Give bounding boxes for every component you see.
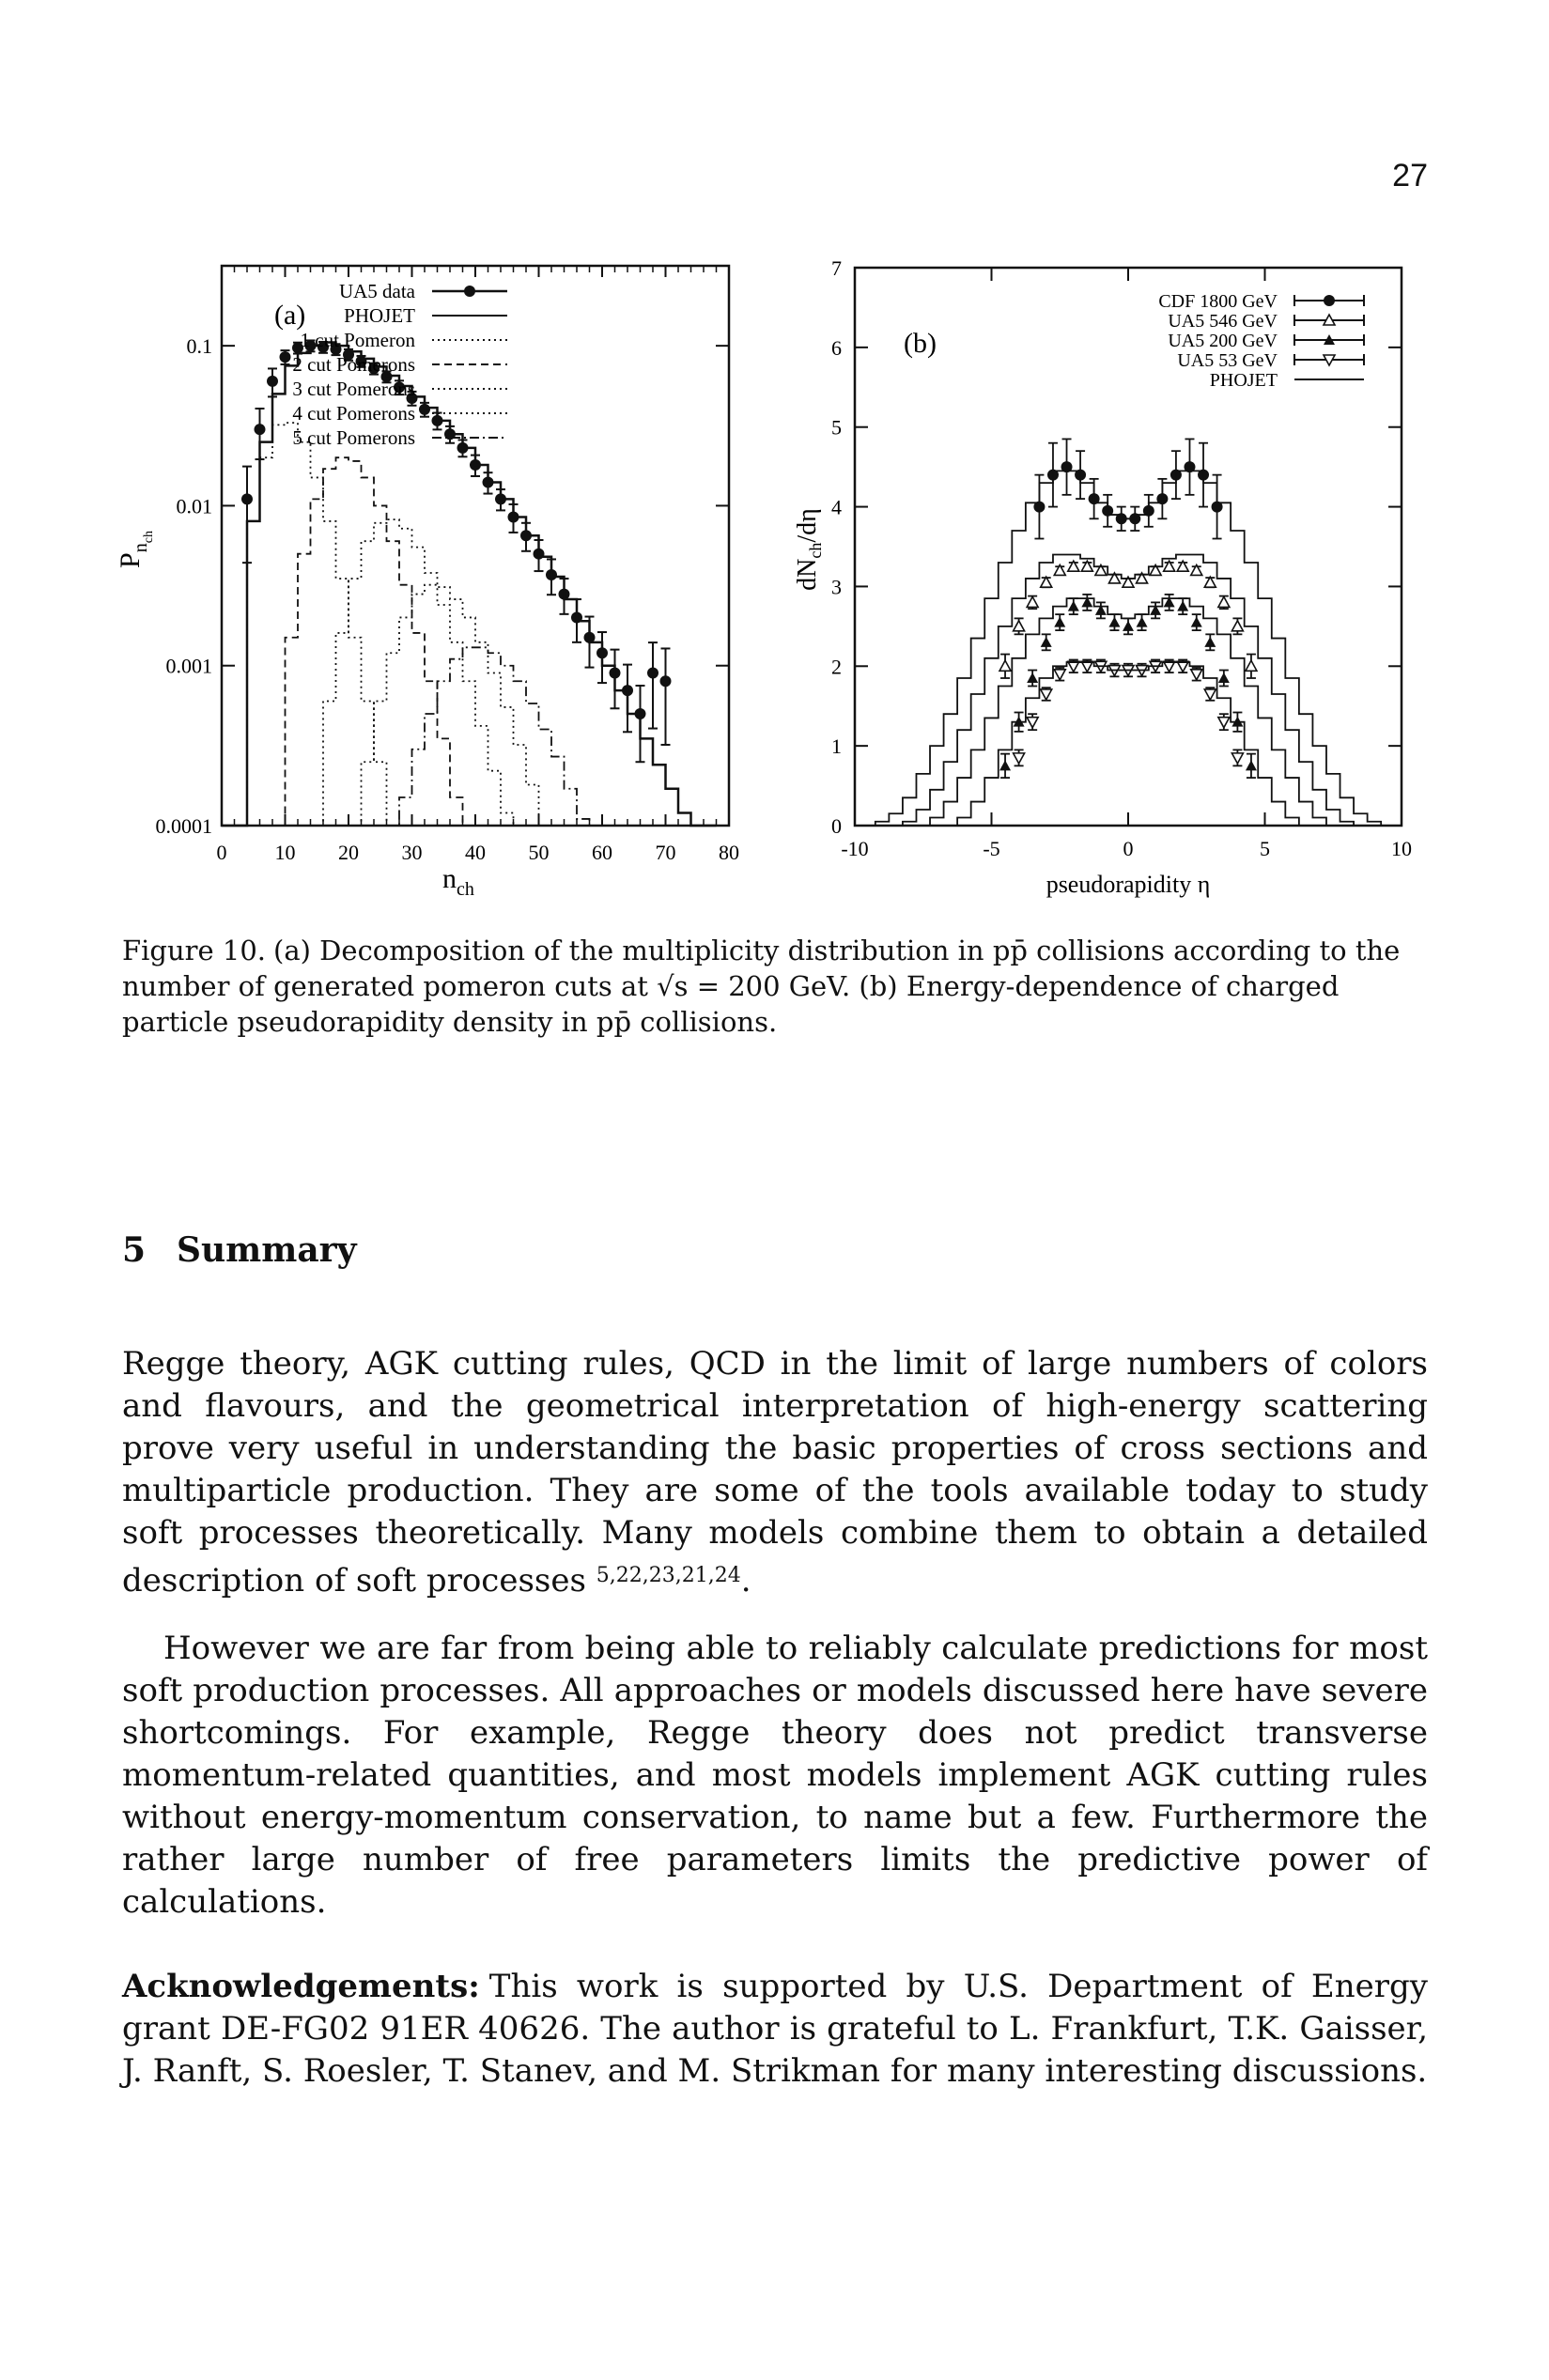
x-axis-label-a: $n_{ch}$ — [442, 863, 474, 900]
y-tick-label-b: 2 — [831, 655, 842, 679]
data-point — [280, 351, 291, 363]
legend-label-a: 2 cut Pomerons — [292, 353, 415, 376]
marker-filled-triangle — [1123, 621, 1134, 631]
y-axis-label-b: $dN_{ch}/d\eta$ — [793, 508, 825, 591]
y-tick-label-a: 0.1 — [186, 334, 212, 359]
marker-open-triangle-down — [1041, 689, 1052, 700]
legend-label-a: 3 cut Pomerons — [292, 378, 415, 400]
y-tick-label-a: 0.001 — [165, 654, 212, 678]
x-tick-label-b: 10 — [1391, 837, 1412, 860]
legend-label-a: UA5 data — [338, 280, 415, 302]
page-number: 27 — [1392, 158, 1428, 193]
marker-open-triangle-down — [1054, 670, 1065, 680]
marker-open-triangle-down — [1191, 670, 1202, 680]
panel-label-b: (b) — [904, 328, 937, 359]
panel-label-a: (a) — [274, 300, 306, 331]
x-tick-label-b: -5 — [983, 837, 1000, 860]
data-point — [647, 668, 658, 679]
marker-filled-triangle — [1068, 601, 1079, 611]
y-tick-label-a: 0.0001 — [155, 814, 212, 838]
x-tick-label-a: 70 — [655, 841, 676, 864]
marker-open-triangle-down — [1027, 718, 1038, 728]
legend-label-b: PHOJET — [1209, 370, 1278, 391]
x-tick-label-a: 30 — [401, 841, 423, 864]
marker-open-triangle — [1246, 660, 1257, 671]
marker-open-triangle — [999, 660, 1011, 671]
legend-label-a: 1 cut Pomeron — [300, 329, 415, 351]
marker-filled-triangle — [1177, 601, 1188, 611]
x-axis-label-b: pseudorapidity η — [1046, 871, 1211, 898]
marker-filled-triangle — [1054, 617, 1065, 627]
y-tick-label-b: 3 — [831, 575, 842, 599]
x-tick-label-a: 50 — [528, 841, 550, 864]
y-tick-label-b: 7 — [831, 256, 842, 280]
x-tick-label-a: 40 — [465, 841, 486, 864]
marker-filled-triangle — [1041, 637, 1052, 647]
legend-label-a: 5 cut Pomerons — [292, 426, 415, 449]
marker-circle — [1324, 295, 1335, 306]
marker-filled-triangle — [1191, 617, 1202, 627]
paragraph-1 — [122, 1343, 1428, 1602]
x-tick-label-a: 20 — [338, 841, 359, 864]
legend-label-b: UA5 546 GeV — [1168, 311, 1278, 332]
section-number: 5 — [122, 1230, 147, 1270]
marker-open-triangle — [1027, 596, 1038, 607]
y-tick-label-b: 6 — [831, 335, 842, 360]
marker-filled-triangle — [1027, 672, 1038, 683]
marker-filled-triangle — [1218, 672, 1230, 683]
caption-label: Figure 10. — [122, 935, 267, 966]
x-tick-label-b: -10 — [841, 837, 869, 860]
x-tick-label-b: 0 — [1123, 837, 1134, 860]
figure-a-multiplicity-chart — [103, 249, 751, 916]
legend-marker — [464, 286, 475, 297]
y-axis-label-a: $P_{nch}$ — [115, 531, 156, 568]
data-point — [660, 675, 672, 687]
series-line-5-cut-pomerons — [387, 647, 666, 826]
marker-open-triangle — [1231, 621, 1243, 631]
y-tick-label-b: 0 — [831, 814, 842, 838]
acknowledgements-text: This work is supported by U.S. Department of Energy grant DE-FG02 91ER 40626. The author is grateful to L. Frankfurt, T.K. Gaisser, J. Ranft, S. Roesler, T. Stanev, and M. Strikman for many interesting discussions. — [122, 1968, 1428, 2090]
y-tick-label-b: 4 — [831, 495, 842, 519]
marker-open-triangle-down — [1014, 753, 1025, 764]
data-point — [267, 376, 278, 387]
paragraph-2: However we are far from being able to reliably calculate predictions for most soft production processes. All approaches or models discussed here have severe shortcomings. For example, Regge theory does not predict transverse momentum-related quantities, and most models implement AGK cutting rules without energy-momentum conservation, to name but a few. Furthermore the rather large number of free parameters limits the predictive power of calculations. — [122, 1630, 1428, 1921]
marker-open-triangle-down — [1218, 718, 1230, 728]
marker-filled-triangle — [1137, 617, 1148, 627]
y-tick-label-b: 1 — [831, 734, 842, 759]
x-tick-label-a: 10 — [274, 841, 296, 864]
acknowledgements — [122, 1966, 1428, 2093]
figure-b-pseudorapidity-chart — [780, 249, 1437, 916]
legend-label-b: CDF 1800 GeV — [1158, 291, 1278, 312]
paragraph-1-end: . — [740, 1562, 751, 1600]
series-line-phojet-546-gev — [903, 554, 1354, 826]
marker-filled-triangle — [1108, 617, 1120, 627]
marker-filled-triangle — [1204, 637, 1216, 647]
caption-text: (a) Decomposition of the multiplicity distribution in pp̄ collisions according to the number of generated pomeron cuts at √s = 200 GeV. (b) Energy-dependence of charged particle pseudorapidity density in pp̄ collisions. — [122, 935, 1401, 1038]
legend-label-a: 4 cut Pomerons — [292, 402, 415, 425]
x-tick-label-a: 80 — [719, 841, 739, 864]
x-tick-label-b: 5 — [1260, 837, 1270, 860]
y-tick-label-a: 0.01 — [176, 494, 212, 518]
marker-filled-triangle — [1246, 760, 1257, 770]
citation-refs: 5,22,23,21,24 — [596, 1564, 741, 1587]
x-tick-label-a: 0 — [216, 841, 227, 864]
x-tick-label-a: 60 — [592, 841, 612, 864]
figure-caption — [122, 933, 1428, 1040]
series-line-phojet-1800-gev — [875, 471, 1381, 826]
marker-open-triangle-down — [1231, 753, 1243, 764]
section-title: Summary — [177, 1230, 357, 1270]
marker-filled-triangle — [999, 760, 1011, 770]
data-point — [255, 424, 266, 435]
legend-label-a: PHOJET — [344, 304, 415, 327]
legend-label-b: UA5 200 GeV — [1168, 331, 1278, 351]
section-heading — [122, 1230, 357, 1270]
marker-open-triangle — [1014, 621, 1025, 631]
y-tick-label-b: 5 — [831, 415, 842, 440]
paragraph-1-text: Regge theory, AGK cutting rules, QCD in the limit of large numbers of colors and flavours, and the geometrical interpretation of high-energy scattering prove very useful in understanding the basic properties of cross sections and multiparticle production. They are some of the tools available today to study soft processes theoretically. Many models combine them to obtain a detailed description of soft processes — [122, 1345, 1428, 1600]
legend-label-b: UA5 53 GeV — [1177, 350, 1278, 371]
marker-open-triangle-down — [1204, 689, 1216, 700]
data-point — [241, 493, 253, 504]
acknowledgements-label: Acknowledgements: — [122, 1968, 480, 2005]
marker-open-triangle — [1218, 596, 1230, 607]
